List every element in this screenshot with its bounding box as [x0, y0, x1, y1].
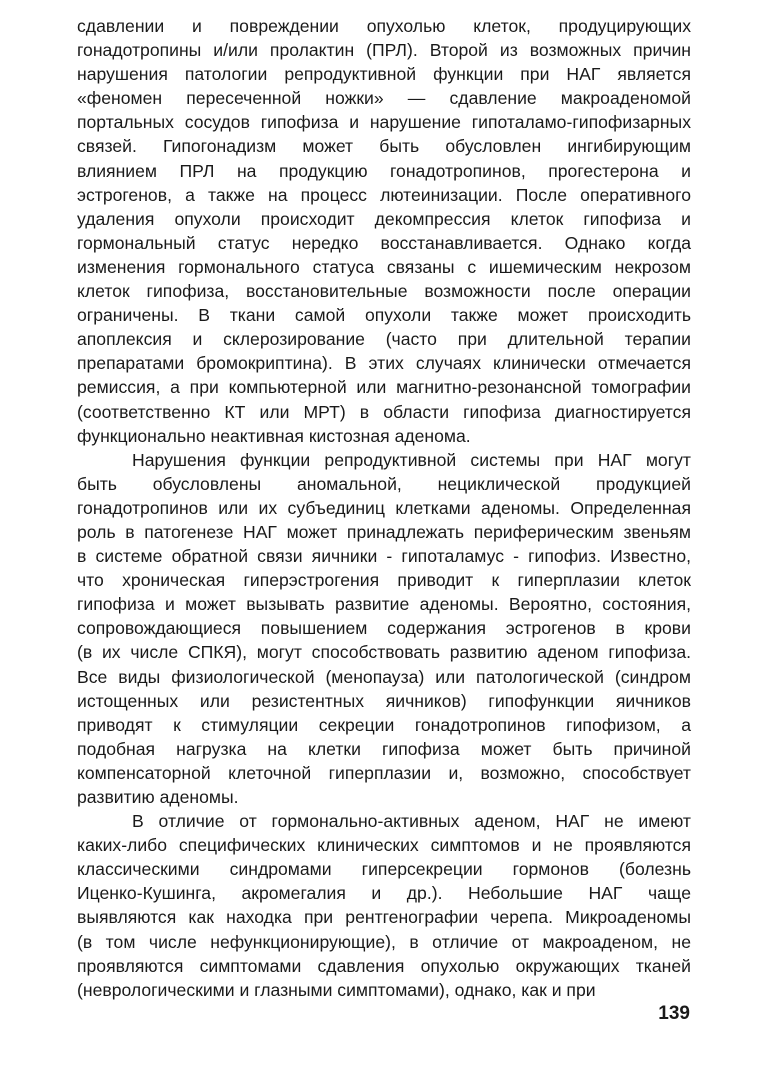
text-line: апоплексия и склерозирование (часто при длительной терапии [77, 329, 691, 350]
text-line: (соответственно КТ или МРТ) в области гипофиза диагностируется [77, 401, 691, 422]
paragraph [77, 448, 691, 809]
page-body [77, 14, 691, 1002]
text-line: связей. Гипогонадизм может быть обусловлен ингибирующим [77, 136, 691, 157]
text-line: подобная нагрузка на клетки гипофиза может быть причиной [77, 738, 691, 759]
text-line: быть обусловлены аномальной, нециклической продукцией [77, 473, 691, 494]
text-line: Нарушения функции репродуктивной системы при НАГ могут [132, 449, 691, 470]
text-line: что хроническая гиперэстрогения приводит к гиперплазии клеток [77, 570, 691, 591]
text-line: истощенных или резистентных яичников) гипофункции яичников [77, 690, 691, 711]
text-line: «феномен пересеченной ножки» — сдавление макроаденомой [77, 88, 691, 109]
text-line: компенсаторной клеточной гиперплазии и, возможно, способствует [77, 762, 691, 783]
paragraph [77, 14, 691, 448]
paragraph [77, 809, 691, 1002]
text-line: ограничены. В ткани самой опухоли также может происходить [77, 305, 691, 326]
text-line: (в их числе СПКЯ), могут способствовать развитию аденом гипофиза. [77, 642, 691, 663]
text-line: влиянием ПРЛ на продукцию гонадотропинов, прогестерона и [77, 160, 691, 181]
text-line: (неврологическими и глазными симптомами), однако, как и при [77, 979, 596, 1000]
text-line: гонадотропины и/или пролактин (ПРЛ). Второй из возможных причин [77, 40, 691, 61]
text-line: классическими синдромами гиперсекреции гормонов (болезнь [77, 859, 691, 880]
text-line: нарушения патологии репродуктивной функции при НАГ является [77, 64, 691, 85]
text-line: роль в патогенезе НАГ может принадлежать периферическим звеньям [77, 521, 691, 542]
text-line: проявляются симптомами сдавления опухолью окружающих тканей [77, 955, 691, 976]
text-line: ремиссия, а при компьютерной или магнитно-резонансной томографии [77, 377, 691, 398]
text-line: (в том числе нефункционирующие), в отличие от макроаденом, не [77, 931, 691, 952]
text-line: изменения гормонального статуса связаны с ишемическим некрозом [77, 256, 691, 277]
text-line: гормональный статус нередко восстанавливается. Однако когда [77, 232, 691, 253]
text-line: портальных сосудов гипофиза и нарушение гипоталамо-гипофизарных [77, 112, 691, 133]
text-line: препаратами бромокриптина). В этих случаях клинически отмечается [77, 353, 691, 374]
text-line: гонадотропинов или их субъединиц клетками аденомы. Определенная [77, 497, 691, 518]
text-line: Иценко-Кушинга, акромегалия и др.). Небольшие НАГ чаще [77, 883, 691, 904]
text-line: удаления опухоли происходит декомпрессия клеток гипофиза и [77, 208, 691, 229]
text-line: сдавлении и повреждении опухолью клеток, продуцирующих [77, 16, 691, 36]
text-line: гипофиза и может вызывать развитие аденомы. Вероятно, состояния, [77, 594, 691, 615]
text-line: каких-либо специфических клинических симптомов и не проявляются [77, 835, 691, 856]
text-line: В отличие от гормонально-активных аденом, НАГ не имеют [132, 811, 691, 832]
text-line: развитию аденомы. [77, 787, 239, 807]
text-line: клеток гипофиза, восстановительные возможности после операции [77, 281, 691, 302]
text-line: сопровождающиеся повышением содержания эстрогенов в крови [77, 618, 691, 639]
text-line: выявляются как находка при рентгенографии черепа. Микроаденомы [77, 907, 691, 928]
text-line: Все виды физиологической (менопауза) или патологической (синдром [77, 666, 691, 687]
text-line: эстрогенов, а также на процесс лютеинизации. После оперативного [77, 184, 691, 205]
text-line: функционально неактивная кистозная аденома. [77, 425, 471, 446]
page-number: 139 [658, 1003, 690, 1024]
text-line: приводят к стимуляции секреции гонадотропинов гипофизом, а [77, 714, 691, 735]
text-line: в системе обратной связи яичники - гипоталамус - гипофиз. Известно, [77, 546, 691, 567]
